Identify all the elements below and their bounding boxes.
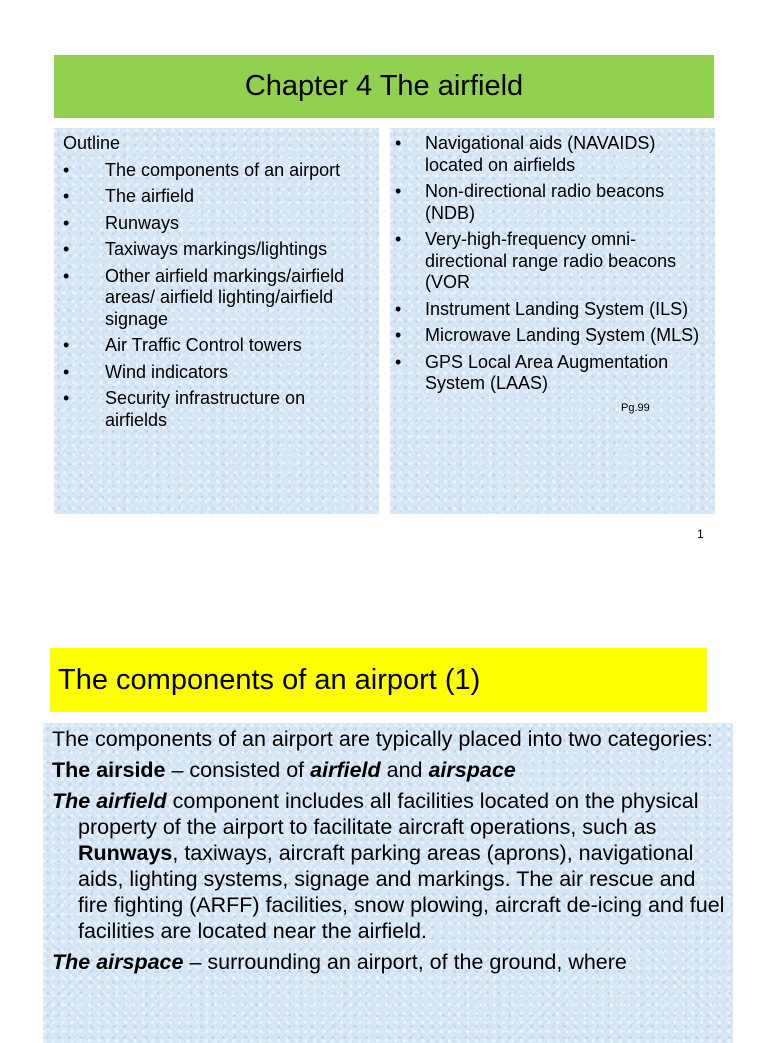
outline-item: • Taxiways markings/lightings [63, 239, 328, 259]
bullet-icon: • [63, 361, 70, 382]
term-runways: Runways [78, 841, 173, 865]
slide2-title-bar [50, 648, 707, 712]
slide1-title-bar [54, 55, 714, 118]
bullet-icon: • [63, 335, 70, 355]
outline-panel [54, 128, 379, 514]
navaid-item: • GPS Local Area Augmentation System (LAAS) [395, 351, 669, 393]
bullet-icon: • [395, 298, 402, 319]
outline-item: • Security infrastructure on airfields [63, 388, 306, 430]
bullet-icon: • [63, 265, 70, 286]
outline-item: • The components of an airport [63, 159, 341, 180]
bullet-icon: • [63, 212, 70, 233]
bullet-icon: • [395, 133, 402, 153]
slide-number: 1 [697, 527, 704, 541]
outline-item: • The airfield [63, 186, 195, 206]
navaids-panel [390, 128, 715, 514]
bullet-icon: • [395, 229, 402, 249]
outline-item: • Runways [63, 212, 180, 233]
slide2-body [43, 723, 733, 1043]
navaid-item: • Navigational aids (NAVAIDS) located on airfields [395, 133, 656, 175]
paragraph-airside: The airside – consisted of airfield and airspace [52, 758, 516, 782]
outline-item: • Air Traffic Control towers [63, 335, 302, 355]
paragraph-categories: The components of an airport are typically placed into two categories: [52, 727, 713, 751]
term-the-airfield: The airfield [52, 789, 167, 813]
slide1-title: Chapter 4 The airfield [244, 70, 524, 102]
bullet-icon: • [395, 181, 402, 201]
navaid-item: • Non-directional radio beacons (NDB) [395, 181, 665, 223]
term-airfield: airfield [310, 758, 381, 782]
navaid-item: • Instrument Landing System (ILS) [395, 298, 689, 319]
bullet-icon: • [63, 159, 70, 180]
bullet-icon: • [63, 239, 70, 259]
outline-item: • Wind indicators [63, 361, 229, 382]
bullet-icon: • [63, 388, 70, 408]
bullet-icon: • [395, 325, 402, 345]
paragraph-airspace: The airspace – surrounding an airport, of the ground, where [52, 950, 627, 974]
outline-item: • Other airfield markings/airfield areas/ airfield lighting/airfield signage [63, 265, 345, 329]
slide2-title: The components of an airport (1) [58, 663, 481, 696]
paragraph-airfield: The airfield component includes all facilities located on the physical property of the airport to facilitate aircraft operations, such as Runways, taxiways, aircraft parking areas (aprons), navigational aids, lighting systems, signage and markings. The air rescue and fire fighting (ARFF) facilities, snow plowing, aircraft de-icing and fuel facilities are located near the airfield. [52, 789, 725, 943]
term-the-airspace: The airspace [52, 950, 184, 974]
page-reference: Pg.99 [621, 401, 650, 414]
term-airspace: airspace [428, 758, 516, 782]
bullet-icon: • [395, 351, 402, 372]
navaid-item: • Microwave Landing System (MLS) [395, 325, 700, 345]
outline-heading: Outline [63, 133, 121, 153]
bullet-icon: • [63, 186, 70, 206]
navaid-item: • Very-high-frequency omni-directional range radio beacons (VOR [395, 229, 677, 292]
term-airside: The airside [52, 758, 166, 782]
